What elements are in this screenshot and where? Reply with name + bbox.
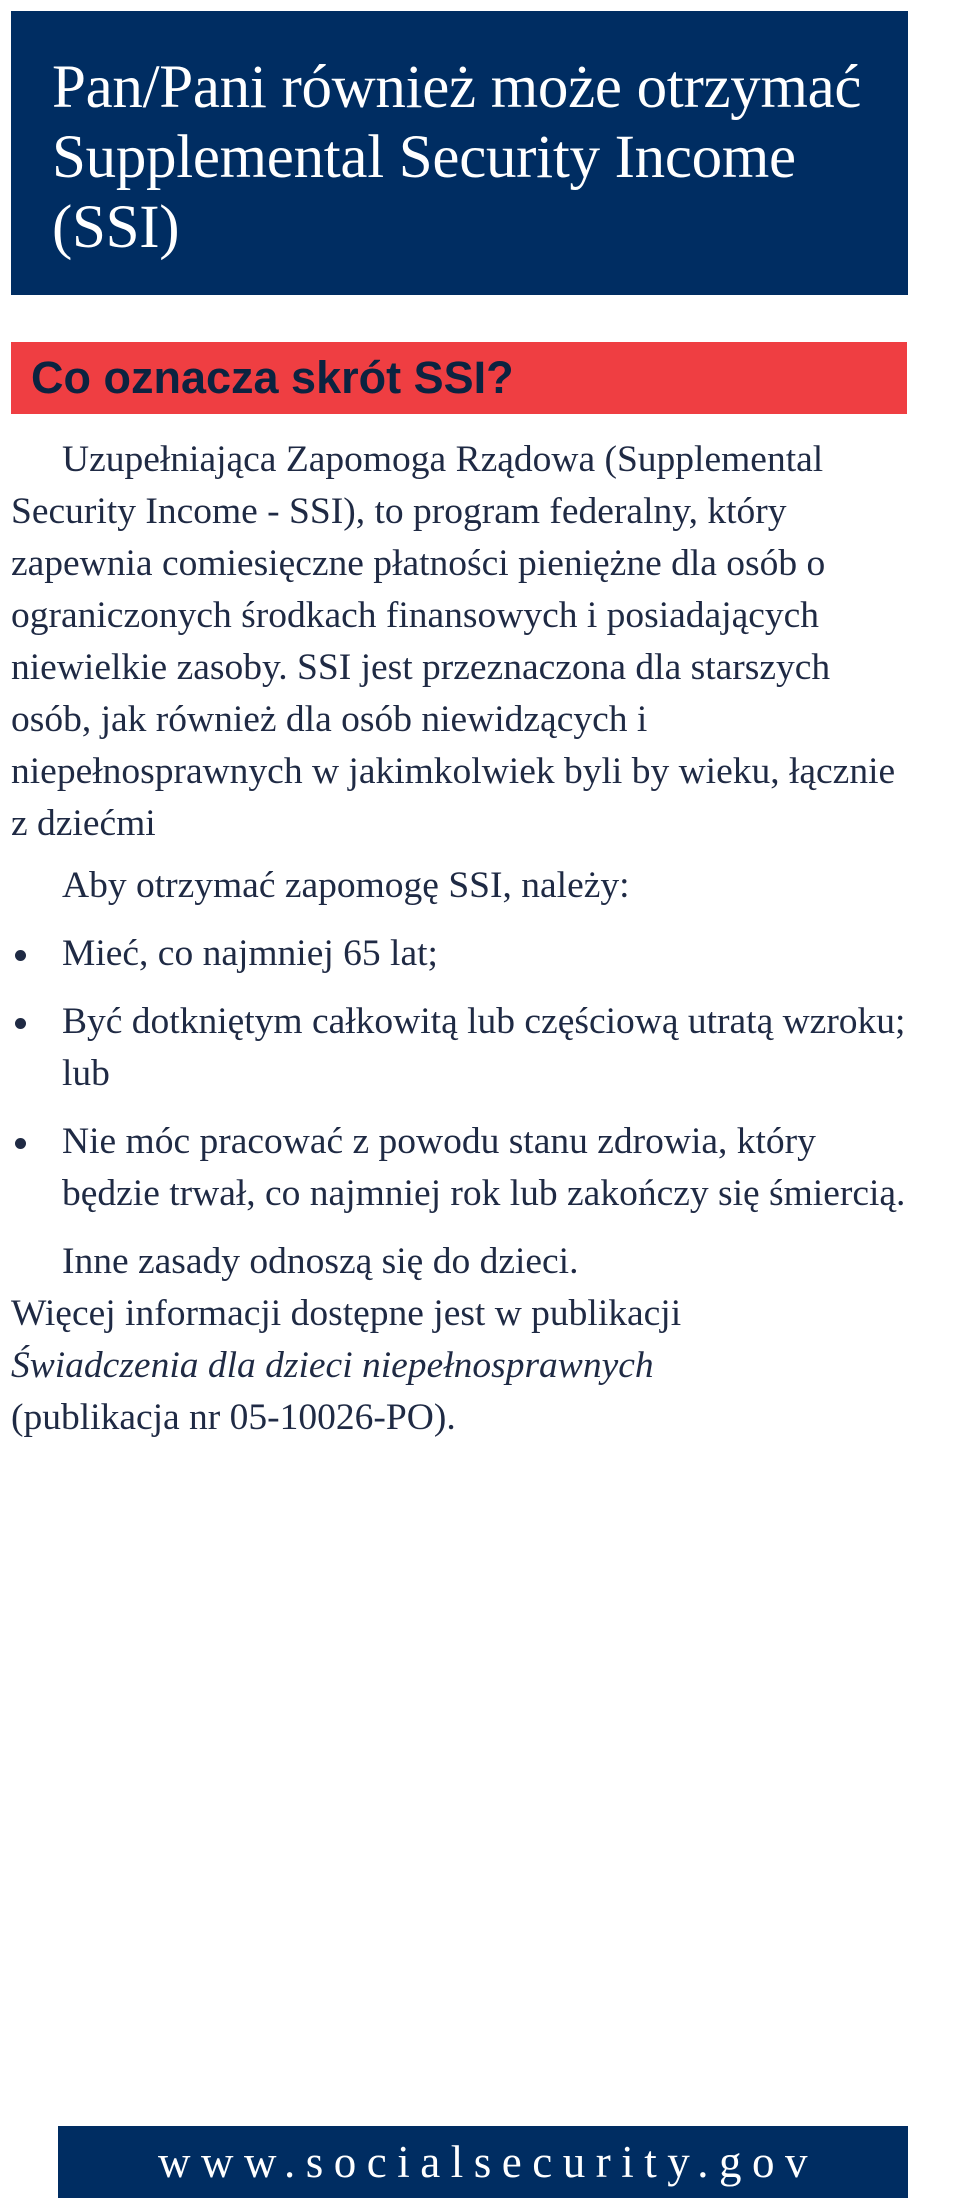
list-item [11,928,916,980]
list-item [11,996,916,1100]
page-title: Pan/Pani również może otrzymać Supplemental Security Income (SSI) [52,54,862,261]
section-heading-bar [11,342,907,414]
body-content [11,434,916,1444]
intro-paragraph: Uzupełniająca Zapomoga Rządowa (Supplemental Security Income - SSI), to program federalny, który zapewnia comiesięczne płatności pieniężne dla osób o ograniczonych środkach finansowych i posiadających niewielkie zasoby. SSI jest przeznaczona dla starszych osób, jak również dla osób niewidzących i niepełnosprawnych w jakimkolwiek byli by wieku, łącznie z dziećmi [11,439,896,844]
requirement-text: Nie móc pracować z powodu stanu zdrowia, który będzie trwał, co najmniej rok lub zakończy się śmiercią. [62,1121,906,1214]
bullet-icon [15,1018,26,1029]
requirement-text: Być dotkniętym całkowitą lub częściową utratą wzroku; lub [62,1001,906,1094]
more-info-paragraph [11,1288,916,1444]
more-info-text: Więcej informacji dostępne jest w publikacji [11,1293,682,1334]
requirements-intro: Aby otrzymać zapomogę SSI, należy: [62,865,630,906]
bullet-icon [15,1138,26,1149]
section-heading: Co oznacza skrót SSI? [31,352,514,403]
list-item [11,1116,916,1220]
footer-banner [58,2126,908,2198]
publication-title: Świadczenia dla dzieci niepełnosprawnych [11,1345,654,1386]
title-banner [11,11,908,295]
website-url: www.socialsecurity.gov [157,2137,819,2187]
publication-number: (publikacja nr 05-10026-PO). [11,1397,456,1438]
children-note: Inne zasady odnoszą się do dzieci. [62,1241,579,1282]
bullet-icon [15,950,26,961]
requirement-text: Mieć, co najmniej 65 lat; [62,933,438,974]
requirements-list [11,928,916,1220]
